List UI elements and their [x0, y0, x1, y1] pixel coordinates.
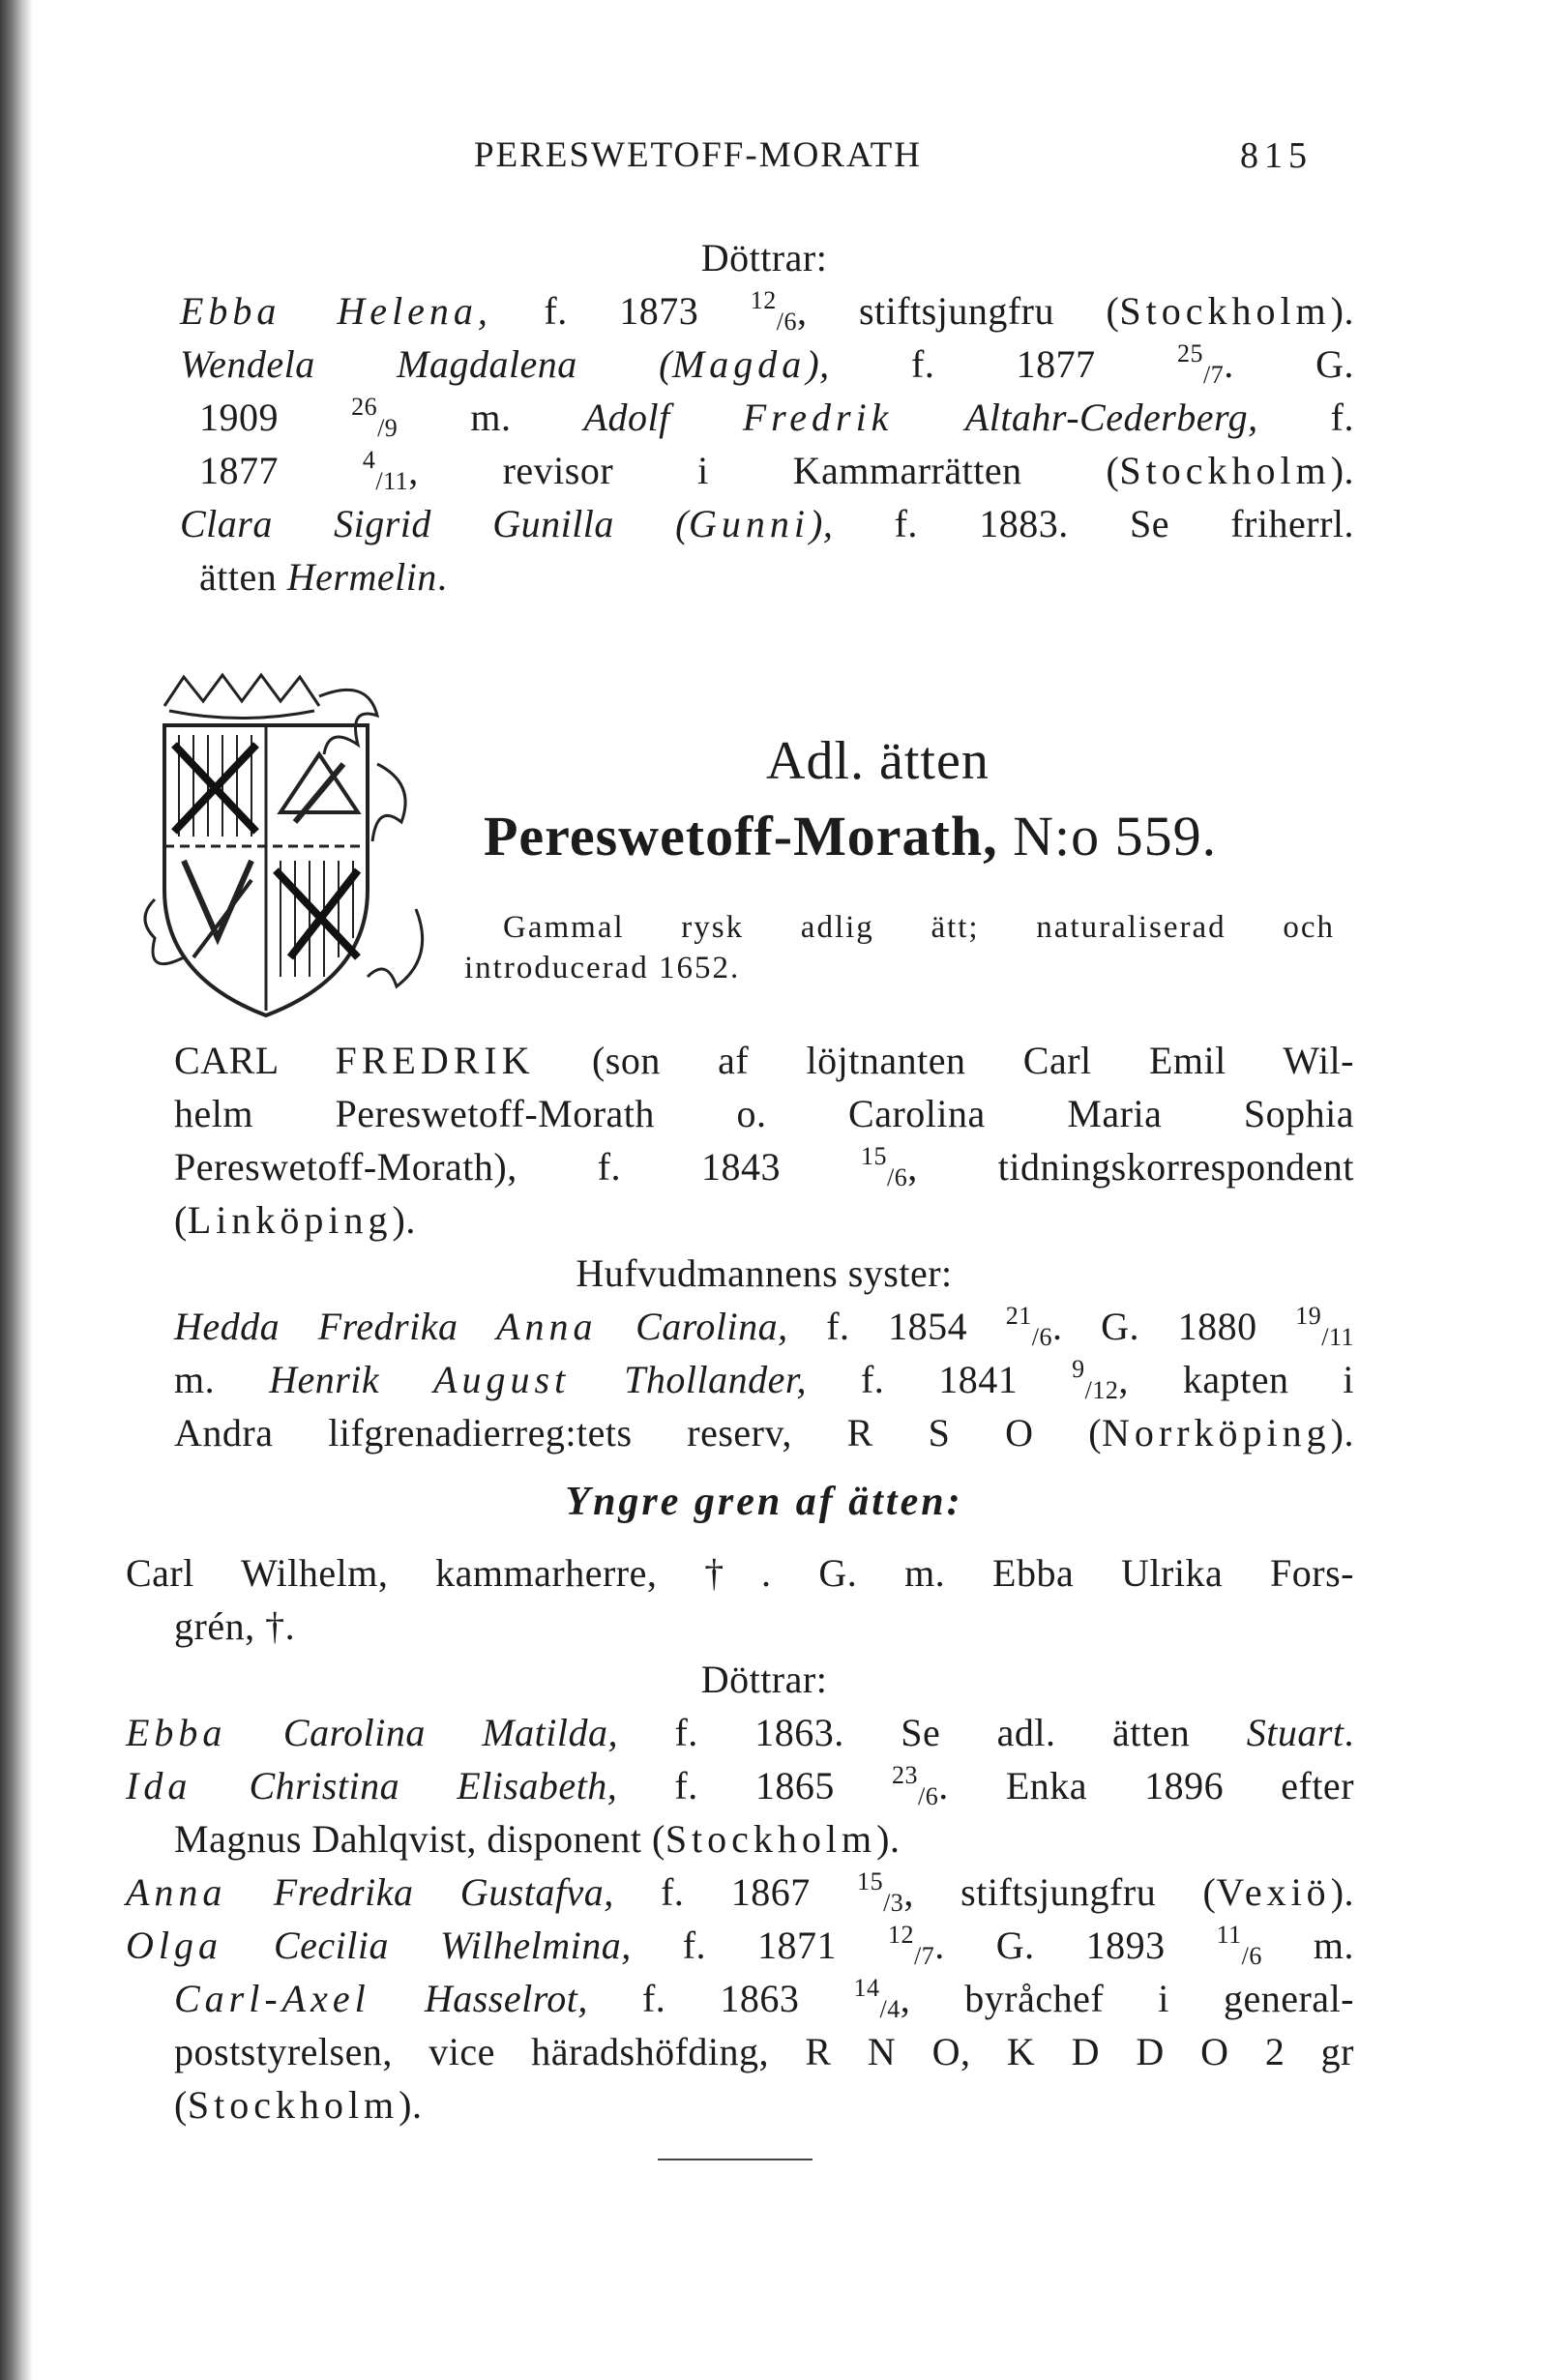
- text-line: Ida Christina Elisabeth, f. 1865 $^{23}$/6. Enka 1896 efter: [126, 1761, 1355, 1810]
- text-line: m. Henrik August Thollander, f. 1841 $^9$/12, kapten i: [174, 1355, 1355, 1404]
- end-rule: [658, 2159, 813, 2160]
- text-line: ätten Hermelin.: [199, 555, 448, 599]
- text-line: Ebba Carolina Matilda, f. 1863. Se adl. ätten Stuart.: [126, 1711, 1354, 1754]
- section-heading-daughters: Döttrar:: [700, 236, 828, 279]
- text-line: Wendela Magdalena (Magda), f. 1877 $^{25}$/7. G.: [180, 339, 1354, 389]
- text-line: (Stockholm).: [174, 2083, 423, 2127]
- family-description-cont: introducerad 1652.: [464, 951, 741, 985]
- section-heading-younger-branch: Yngre gren af ätten:: [565, 1480, 963, 1524]
- text-line: Carl Wilhelm, kammarherre, †. G. m. Ebba Ulrika Fors-: [126, 1551, 1354, 1595]
- text-line: Olga Cecilia Wilhelmina, f. 1871 $^{12}$/7. G. 1893 $^{11}$/6 m.: [126, 1921, 1354, 1970]
- text-line: Hedda Fredrika Anna Carolina, f. 1854 $^{21}$/6. G. 1880 $^{19}$/11: [174, 1302, 1355, 1351]
- text-line: Anna Fredrika Gustafva, f. 1867 $^{15}$/3, stiftsjungfru (Vexiö).: [126, 1867, 1355, 1917]
- text-line: Andra lifgrenadierreg:tets reserv, R S O (Norrköping).: [174, 1411, 1354, 1454]
- text-line: (Linköping).: [174, 1198, 416, 1242]
- running-header: PERESWETOFF-MORATH: [474, 135, 922, 175]
- page-number: 815: [1240, 135, 1313, 176]
- section-heading-daughters-2: Döttrar:: [700, 1658, 828, 1701]
- text-line: 1909 $^{26}$/9 m. Adolf Fredrik Altahr-Cederberg, f.: [199, 393, 1354, 442]
- text-line: poststyrelsen, vice häradshöfding, R N O, K D D O 2 gr: [174, 2030, 1354, 2073]
- text-line: helm Pereswetoff-Morath o. Carolina Maria Sophia: [174, 1092, 1354, 1135]
- text-line: Clara Sigrid Gunilla (Gunni), f. 1883. Se friherrl.: [180, 502, 1354, 545]
- section-heading-sister: Hufvudmannens syster:: [576, 1251, 953, 1295]
- text-line: Pereswetoff-Morath), f. 1843 $^{15}$/6, tidningskorrespondent: [174, 1142, 1354, 1191]
- family-title-prefix: Adl. ätten: [766, 731, 990, 791]
- text-line: Magnus Dahlqvist, disponent (Stockholm).: [174, 1817, 901, 1861]
- text-line: CARL FREDRIK (son af löjtnanten Carl Emil Wil-: [174, 1039, 1354, 1082]
- family-title: Pereswetoff-Morath, N:o 559.: [484, 805, 1218, 867]
- text-line: Ebba Helena, f. 1873 $^{12}$/6, stiftsjungfru (Stockholm).: [180, 286, 1354, 336]
- text-line: Carl-Axel Hasselrot, f. 1863 $^{14}$/4, byråchef i general-: [174, 1974, 1354, 2023]
- text-line: 1877 $^4$/11, revisor i Kammarrätten (Stockholm).: [199, 446, 1355, 495]
- family-description: Gammal rysk adlig ätt; naturaliserad och: [503, 910, 1335, 945]
- coat-of-arms-icon: [126, 667, 445, 1035]
- text-line: grén, †.: [174, 1604, 296, 1648]
